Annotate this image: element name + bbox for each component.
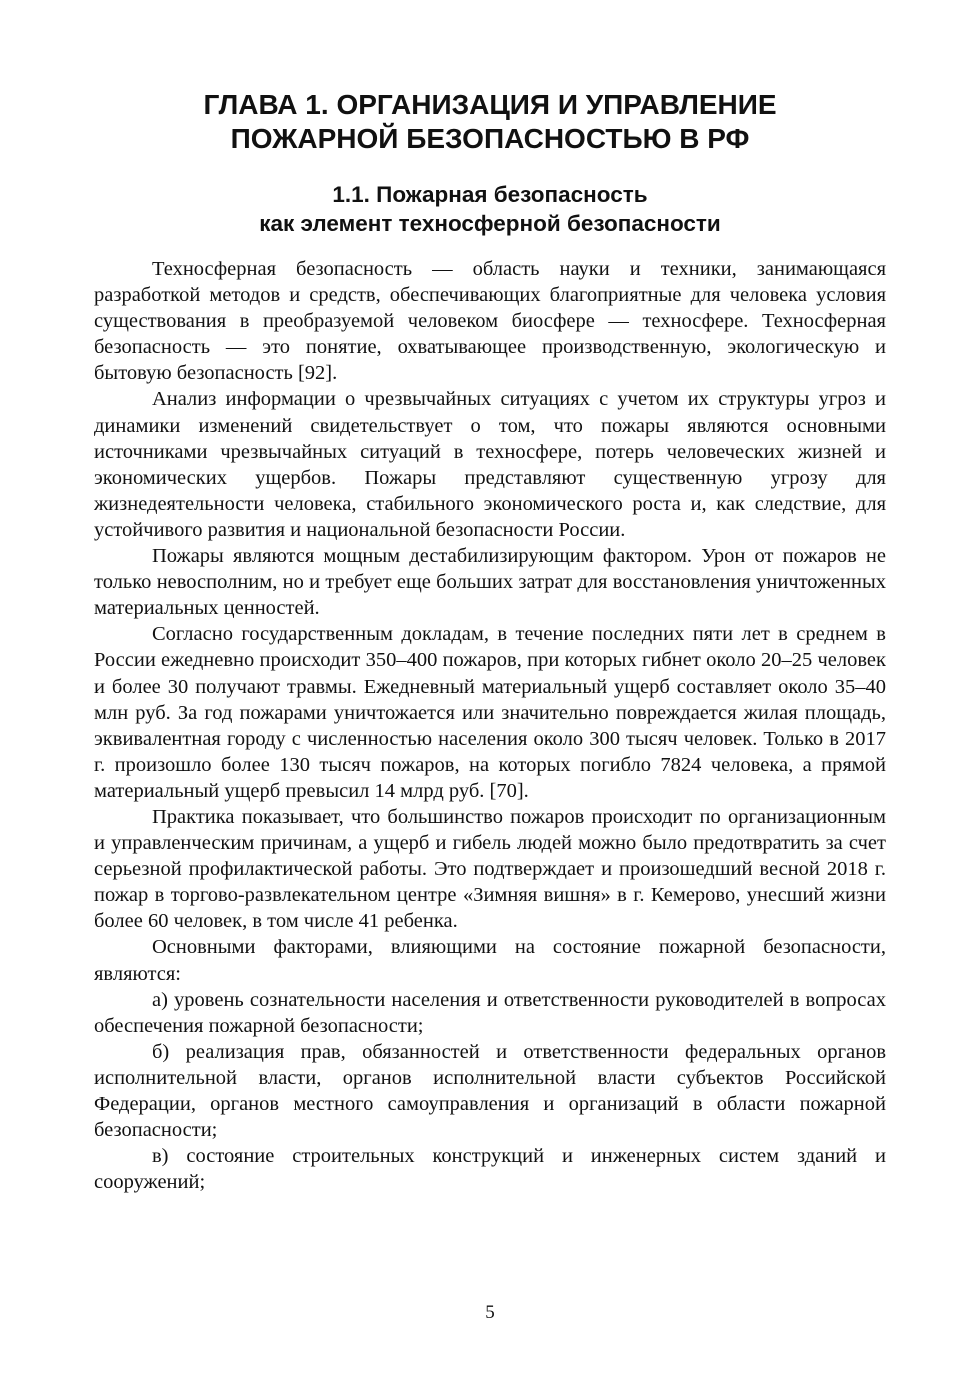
- list-item-factor-c: в) состояние строительных конструкций и инженерных систем зданий и сооружений;: [94, 1145, 886, 1194]
- paragraph-technosphere-definition: Техносферная безопасность — область науки и техники, занимающаяся разработкой методов и средств, обеспечивающих благоприятные для человека условия существования в преобразуемой человеком биосфере — техносфере. Техносферная безопасность — это понятие, охватывающее производственную, экологическую и бытовую безопасность [92].: [94, 258, 886, 385]
- chapter-title: [0, 88, 980, 156]
- section-title: [0, 180, 980, 238]
- chapter-title-line-2: ПОЖАРНОЙ БЕЗОПАСНОСТЬЮ В РФ: [230, 123, 750, 154]
- body-text: [94, 256, 886, 1195]
- section-title-line-2: как элемент техносферной безопасности: [259, 211, 721, 236]
- paragraph-fire-statistics: Согласно государственным докладам, в течение последних пяти лет в среднем в России ежедневно происходит 350–400 пожаров, при которых гибнет около 20–25 человек и более 30 получают травмы. Ежедневный материальный ущерб составляет около 35–40 млн руб. За год пожарами уничтожается или значительно повреждается жилая площадь, эквивалентная городу с численностью населения около 300 тысяч человек. Только в 2017 г. произошло более 130 тысяч пожаров, на которых погибло 7824 человека, а прямой материальный ущерб превысил 14 млрд руб. [70].: [94, 623, 886, 802]
- chapter-title-line-1: ГЛАВА 1. ОРГАНИЗАЦИЯ И УПРАВЛЕНИЕ: [203, 89, 777, 120]
- paragraph-fire-damage: Пожары являются мощным дестабилизирующим фактором. Урон от пожаров не только невосполним, но и требует еще больших затрат для восстановления уничтоженных материальных ценностей.: [94, 545, 886, 620]
- list-item-factor-b: б) реализация прав, обязанностей и ответственности федеральных органов исполнительной власти, органов исполнительной власти субъектов Российской Федерации, органов местного самоуправления и организаций в области пожарной безопасности;: [94, 1040, 886, 1142]
- paragraph-emergency-analysis: Анализ информации о чрезвычайных ситуациях с учетом их структуры угроз и динамики изменений свидетельствует о том, что пожары являются основными источниками чрезвычайных ситуаций в техносфере, потерь человеческих жизней и экономических ущербов. Пожары представляют существенную угрозу для жизнедеятельности человека, стабильного экономического роста и, как следствие, для устойчивого развития и национальной безопасности России.: [94, 388, 886, 541]
- page-number: 5: [485, 1302, 495, 1323]
- paragraph-fire-causes: Практика показывает, что большинство пожаров происходит по организационным и управленческим причинам, а ущерб и гибель людей можно было предотвратить за счет серьезной профилактической работы. Это подтверждает и произошедший весной 2018 г. пожар в торгово-развлекательном центре «Зимняя вишня» в г. Кемерово, унесший жизни более 60 человек, в том числе 41 ребенка.: [94, 805, 886, 933]
- section-title-line-1: 1.1. Пожарная безопасность: [332, 182, 648, 207]
- paragraph-factors-intro: Основными факторами, влияющими на состояние пожарной безопасности, являются:: [94, 936, 886, 985]
- list-item-factor-a: а) уровень сознательности населения и ответственности руководителей в вопросах обеспечения пожарной безопасности;: [94, 988, 886, 1037]
